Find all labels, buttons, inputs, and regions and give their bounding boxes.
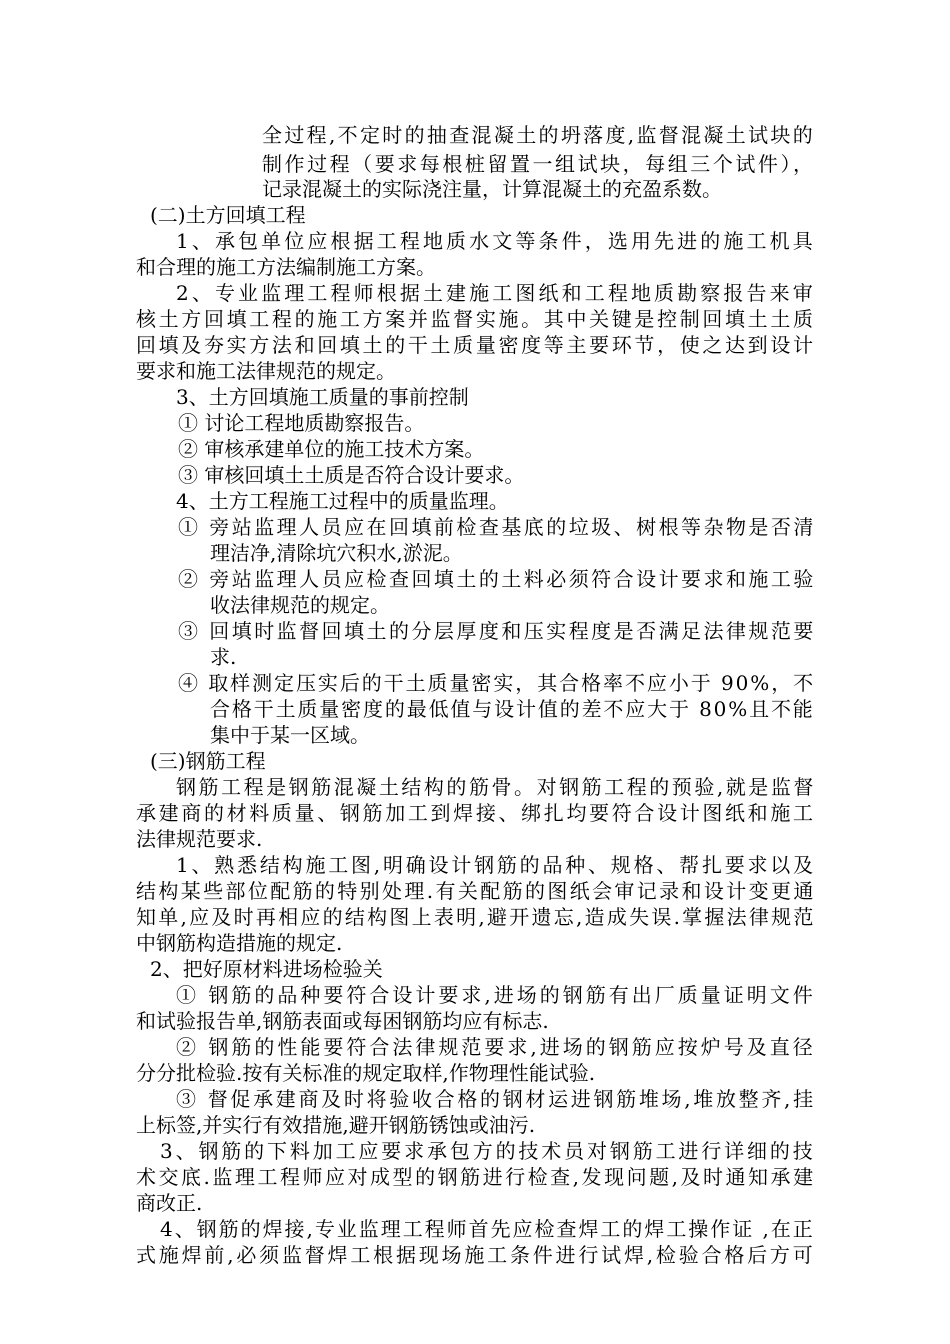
text-line: (三)钢筋工程 bbox=[150, 749, 266, 773]
text-line: 2、把好原材料进场检验关 bbox=[150, 957, 383, 981]
text-line: ② 旁站监理人员应检查回填土的土料必须符合设计要求和施工验 bbox=[178, 567, 816, 591]
text-line: 知单,应及时再相应的结构图上表明,避开遗忘,造成失误.掌握法律规范 bbox=[136, 905, 816, 929]
text-line: 全过程,不定时的抽查混凝土的坍落度,监督混凝土试块的 bbox=[262, 123, 816, 147]
text-line: 2、专业监理工程师根据土建施工图纸和工程地质勘察报告来审 bbox=[176, 281, 816, 305]
text-line: ④ 取样测定压实后的干土质量密实，其合格率不应小于 90%，不 bbox=[178, 671, 816, 695]
text-line: 中钢筋构造措施的规定. bbox=[136, 931, 343, 955]
text-line: 商改正. bbox=[136, 1191, 203, 1215]
text-line: 和合理的施工方法编制施工方案。 bbox=[136, 255, 436, 279]
text-line: 回填及夯实方法和回填土的干土质量密度等主要环节，使之达到设计 bbox=[136, 333, 816, 357]
text-line: (二)土方回填工程 bbox=[150, 203, 306, 227]
text-line: 承建商的材料质量、钢筋加工到焊接、绑扎均要符合设计图纸和施工 bbox=[136, 801, 816, 825]
text-line: 合格干土质量密度的最低值与设计值的差不应大于 80%且不能 bbox=[210, 697, 815, 721]
text-line: ② 审核承建单位的施工技术方案。 bbox=[178, 437, 485, 461]
text-line: 理洁净,清除坑穴积水,淤泥。 bbox=[210, 541, 463, 565]
text-line: 术交底.监理工程师应对成型的钢筋进行检查,发现问题,及时通知承建 bbox=[136, 1165, 816, 1189]
text-line: 核土方回填工程的施工方案并监督实施。其中关键是控制回填土土质 bbox=[136, 307, 816, 331]
text-line: 结构某些部位配筋的特别处理.有关配筋的图纸会审记录和设计变更通 bbox=[136, 879, 816, 903]
text-line: 分分批检验.按有关标准的规定取样,作物理性能试验. bbox=[136, 1061, 596, 1085]
text-line: 4、土方工程施工过程中的质量监理。 bbox=[176, 489, 509, 513]
text-line: 钢筋工程是钢筋混凝土结构的筋骨。对钢筋工程的预验,就是监督 bbox=[176, 775, 816, 799]
text-line: 和试验报告单,钢筋表面或每困钢筋均应有标志. bbox=[136, 1009, 549, 1033]
text-line: 1、承包单位应根据工程地质水文等条件，选用先进的施工机具 bbox=[176, 229, 816, 253]
text-line: 上标签,并实行有效措施,避开钢筋锈蚀或油污. bbox=[136, 1113, 536, 1137]
text-line: 制作过程（要求每根桩留置一组试块，每组三个试件）， bbox=[262, 152, 816, 176]
text-line: ② 钢筋的性能要符合法律规范要求,进场的钢筋应按炉号及直径 bbox=[176, 1035, 816, 1059]
text-line: ③ 回填时监督回填土的分层厚度和压实程度是否满足法律规范要 bbox=[178, 619, 816, 643]
text-line: 3、钢筋的下料加工应要求承包方的技术员对钢筋工进行详细的技 bbox=[160, 1139, 816, 1163]
text-line: 要求和施工法律规范的规定。 bbox=[136, 359, 396, 383]
text-line: ① 旁站监理人员应在回填前检查基底的垃圾、树根等杂物是否清 bbox=[178, 515, 816, 539]
text-line: ① 讨论工程地质勘察报告。 bbox=[178, 411, 425, 435]
text-line: 4、钢筋的焊接,专业监理工程师首先应检查焊工的焊工操作证 ,在正 bbox=[160, 1217, 815, 1241]
text-line: 集中于某一区域。 bbox=[210, 723, 370, 747]
text-line: 求. bbox=[210, 645, 237, 669]
text-line: ③ 审核回填土土质是否符合设计要求。 bbox=[178, 463, 525, 487]
text-line: 式施焊前,必须监督焊工根据现场施工条件进行试焊,检验合格后方可 bbox=[136, 1243, 816, 1267]
text-line: 1、熟悉结构施工图,明确设计钢筋的品种、规格、帮扎要求以及 bbox=[176, 853, 816, 877]
text-line: 收法律规范的规定。 bbox=[210, 593, 390, 617]
text-line: ① 钢筋的品种要符合设计要求,进场的钢筋有出厂质量证明文件 bbox=[176, 983, 816, 1007]
text-line: 法律规范要求. bbox=[136, 827, 263, 851]
text-line: 3、土方回填施工质量的事前控制 bbox=[176, 385, 469, 409]
text-line: 记录混凝土的实际浇注量，计算混凝土的充盈系数。 bbox=[262, 177, 722, 201]
text-line: ③ 督促承建商及时将验收合格的钢材运进钢筋堆场,堆放整齐,挂 bbox=[176, 1087, 816, 1111]
